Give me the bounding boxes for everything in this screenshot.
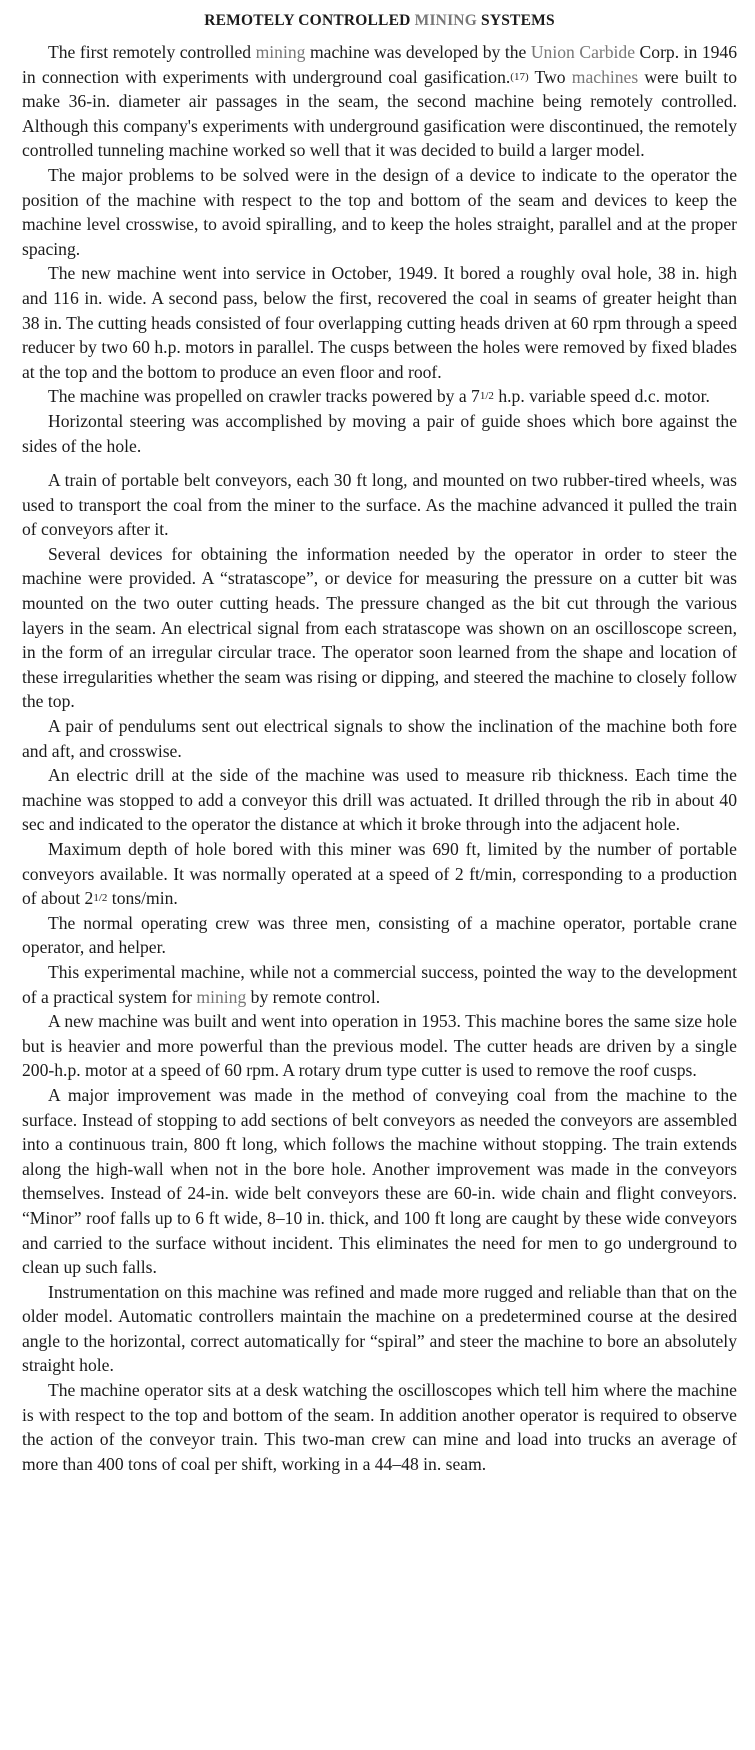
fraction: 1/2 — [479, 390, 494, 403]
paragraph-3: The new machine went into service in October, 1949. It bored a roughly oval hole, 38 in. high and 116 in. wide. A second pass, below the first, recovered the coal in seams of greater height than 38 in. The cutting heads consisted of four overlapping cutting heads driven at 60 rpm through a speed reducer by two 60 h.p. motors in parallel. The cusps between the holes were removed by fixed blades at the top and the bottom to produce an even floor and roof. — [22, 263, 737, 382]
page-title: REMOTELY CONTROLLED MINING SYSTEMS — [204, 12, 555, 29]
paragraph-12: This experimental machine, while not a commercial success, pointed the way to the development of a practical system for mining by remote control. — [22, 961, 737, 1007]
paragraph-5: Horizontal steering was accomplished by moving a pair of guide shoes which bore against the sides of the hole. — [22, 410, 737, 456]
fraction: 1/2 — [93, 892, 108, 905]
paragraph-14: A major improvement was made in the method of conveying coal from the machine to the surface. Instead of stopping to add sections of belt conveyors as needed the conveyors are assembled into a continuous train, 800 ft long, which follows the machine without stopping. The train extends along the high-wall when not in the bore hole. Another improvement was made in the conveyors themselves. Instead of 24-in. wide belt conveyors these are 60-in. wide chain and flight conveyors. “Minor” roof falls up to 6 ft wide, 8–10 in. thick, and 100 ft long are caught by these wide conveyors and carried to the surface without incident. This eliminates the need for men to go underground to clean up such falls. — [22, 1084, 737, 1278]
document-body — [22, 40, 737, 1476]
search-highlight: MINING — [414, 12, 477, 29]
paragraph-2: The major problems to be solved were in the design of a device to indicate to the operator the position of the machine with respect to the top and bottom of the seam and devices to keep the machine level crosswise, to avoid spiralling, and to keep the holes straight, parallel and at the proper spacing. — [22, 164, 737, 259]
search-highlight: mining — [255, 42, 306, 62]
paragraph-15: Instrumentation on this machine was refined and made more rugged and reliable than that on the older model. Automatic controllers maintain the machine on a predetermined course at the desired angle to the horizontal, correct automatically for “spiral” and steer the machine to bore an absolutely straight hole. — [22, 1281, 737, 1376]
paragraph-16: The machine operator sits at a desk watching the oscilloscopes which tell him where the machine is with respect to the top and bottom of the seam. In addition another operator is required to observe the action of the conveyor train. This two-man crew can mine and load into trucks an average of more than 400 tons of coal per shift, working in a 44–48 in. seam. — [22, 1380, 737, 1474]
paragraph-11: The normal operating crew was three men, consisting of a machine operator, portable crane operator, and helper. — [22, 912, 737, 958]
paragraph-7: Several devices for obtaining the information needed by the operator in order to steer the machine were provided. A “stratascope”, or device for measuring the pressure on a cutter bit was mounted on the two outer cutting heads. The pressure changed as the bit cut through the various layers in the seam. An electrical signal from each stratascope was shown on an oscilloscope screen, in the form of an irregular circular trace. The operator soon learned from the shape and location of these irregularities whether the seam was rising or dipping, and steered the machine to closely follow the top. — [22, 543, 737, 712]
paragraph-6: A train of portable belt conveyors, each 30 ft long, and mounted on two rubber-tired wheels, was used to transport the coal from the miner to the surface. As the machine advanced it pulled the train of conveyors after it. — [22, 470, 737, 540]
search-highlight: machines — [571, 66, 639, 87]
paragraph-10: Maximum depth of hole bored with this miner was 690 ft, limited by the number of portable conveyors available. It was normally operated at a speed of 2 ft/min, corresponding to a production of about 21/2 tons/min. — [22, 839, 737, 909]
reference-marker: (17) — [510, 70, 529, 83]
paragraph-8: A pair of pendulums sent out electrical signals to show the inclination of the machine both fore and aft, and crosswise. — [22, 716, 737, 761]
search-highlight: Union Carbide — [530, 42, 636, 62]
search-highlight: mining — [196, 986, 247, 1007]
paragraph-9: An electric drill at the side of the machine was used to measure rib thickness. Each time the machine was stopped to add a conveyor this drill was actuated. It drilled through the rib in about 40 sec and indicated to the operator the distance at which it broke through into the adjacent hole. — [22, 765, 737, 835]
paragraph-13: A new machine was built and went into operation in 1953. This machine bores the same size hole but is heavier and more powerful than the previous model. The cutter heads are driven by a single 200-h.p. motor at a speed of 60 rpm. A rotary drum type cutter is used to remove the roof cusps. — [22, 1011, 737, 1081]
paragraph-1: The first remotely controlled mining machine was developed by the Union Carbide Corp. in 1946 in connection with experiments with underground coal gasification.$^{(17)}$ Two machines were built to make 36-in. diameter air passages in the seam, the second machine being remotely controlled. Although this company's experiments with underground gasification were discontinued, the remotely controlled tunneling machine worked so well that it was decided to build a larger model. — [22, 42, 738, 161]
paragraph-4: The machine was propelled on crawler tracks powered by a 71/2 h.p. variable speed d.c. motor. — [48, 386, 710, 407]
